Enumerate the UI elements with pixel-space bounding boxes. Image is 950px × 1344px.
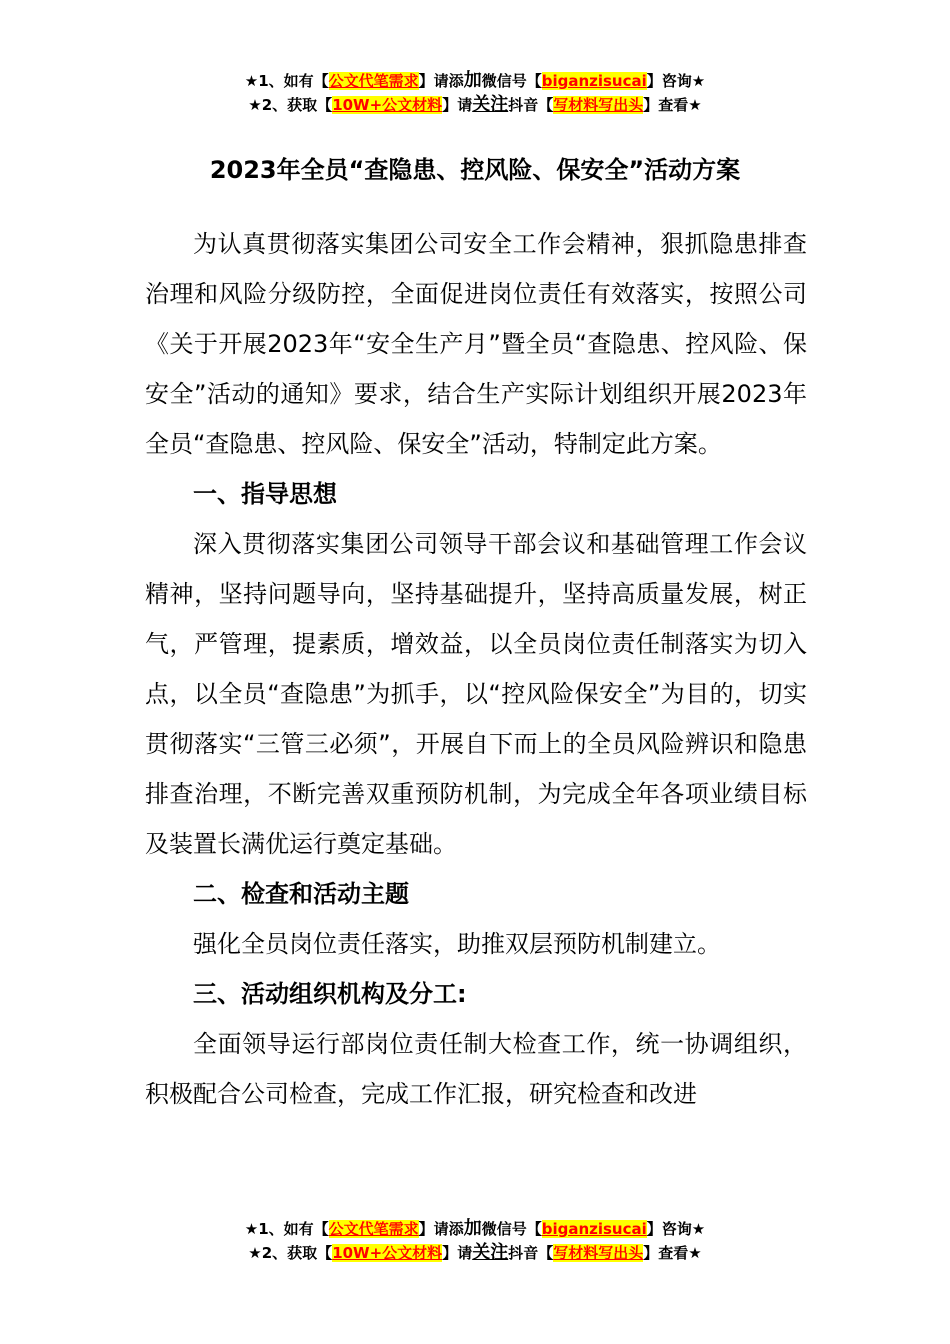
ad1-suffix: 】咨询★ — [646, 72, 706, 90]
ad-line-1 — [0, 69, 950, 93]
ad1-highlight-wechat-id: biganzisucai — [541, 72, 647, 90]
section-2-paragraph: 强化全员岗位责任落实，助推双层预防机制建立。 — [193, 930, 721, 958]
document-title: 2023年全员“查隐患、控风险、保安全”活动方案 — [209, 156, 741, 184]
footer-ad1-text-2: 微信号【 — [481, 1220, 542, 1238]
footer-ad2-text-2: 抖音【 — [508, 1244, 554, 1262]
footer-ad-banner — [0, 1217, 950, 1265]
footer-ad2-suffix: 】查看★ — [643, 1244, 702, 1262]
intro-paragraph: 为认真贯彻落实集团公司安全工作会精神，狠抓隐患排查治理和风险分级防控，全面促进岗位责任有效落实，按照公司《关于开展2023年“安全生产月”暨全员“查隐患、控风险、保安全”活动的通知》要求，结合生产实际计划组织开展2023年全员“查隐患、控风险、保安全”活动，特制定此方案。 — [145, 230, 807, 458]
ad1-prefix: ★1、如有【 — [244, 72, 329, 90]
ad2-highlight-douyin-id: 写材料写出头 — [553, 96, 644, 114]
header-ad-banner — [0, 69, 950, 117]
footer-ad1-prefix: ★1、如有【 — [244, 1220, 329, 1238]
footer-ad2-prefix: ★2、获取【 — [248, 1244, 333, 1262]
ad2-highlight-materials: 10W+公文材料 — [332, 96, 443, 114]
section-1-heading: 一、指导思想 — [193, 480, 337, 508]
ad1-text-2: 微信号【 — [481, 72, 542, 90]
footer-ad-line-2 — [0, 1241, 950, 1265]
footer-ad1-emphasis: 加 — [463, 1218, 482, 1239]
section-2-heading: 二、检查和活动主题 — [193, 880, 409, 908]
ad2-text: 】请 — [442, 96, 473, 114]
ad1-emphasis: 加 — [463, 70, 482, 91]
ad2-emphasis: 关注 — [472, 94, 509, 115]
footer-ad2-highlight-douyin-id: 写材料写出头 — [553, 1244, 644, 1262]
footer-ad2-highlight-materials: 10W+公文材料 — [332, 1244, 443, 1262]
footer-ad2-emphasis: 关注 — [472, 1242, 509, 1263]
document-body — [145, 219, 807, 1119]
footer-ad1-highlight-wechat-id: biganzisucai — [541, 1220, 647, 1238]
footer-ad1-text: 】请添 — [418, 1220, 464, 1238]
footer-ad2-text: 】请 — [442, 1244, 473, 1262]
ad-line-2 — [0, 93, 950, 117]
section-3-paragraph: 全面领导运行部岗位责任制大检查工作，统一协调组织，积极配合公司检查，完成工作汇报，研究检查和改进 — [145, 1030, 807, 1108]
ad2-prefix: ★2、获取【 — [248, 96, 333, 114]
footer-ad1-suffix: 】咨询★ — [646, 1220, 706, 1238]
footer-ad-line-1 — [0, 1217, 950, 1241]
ad2-text-2: 抖音【 — [508, 96, 554, 114]
section-3-heading: 三、活动组织机构及分工: — [193, 980, 467, 1008]
ad1-highlight-service: 公文代笔需求 — [328, 72, 419, 90]
footer-ad1-highlight-service: 公文代笔需求 — [328, 1220, 419, 1238]
ad1-text: 】请添 — [418, 72, 464, 90]
ad2-suffix: 】查看★ — [643, 96, 702, 114]
section-1-paragraph: 深入贯彻落实集团公司领导干部会议和基础管理工作会议精神，坚持问题导向，坚持基础提升，坚持高质量发展，树正气，严管理，提素质，增效益，以全员岗位责任制落实为切入点，以全员“查隐患”为抓手，以“控风险保安全”为目的，切实贯彻落实“三管三必须”，开展自下而上的全员风险辨识和隐患排查治理，不断完善双重预防机制，为完成全年各项业绩目标及装置长满优运行奠定基础。 — [145, 530, 807, 858]
